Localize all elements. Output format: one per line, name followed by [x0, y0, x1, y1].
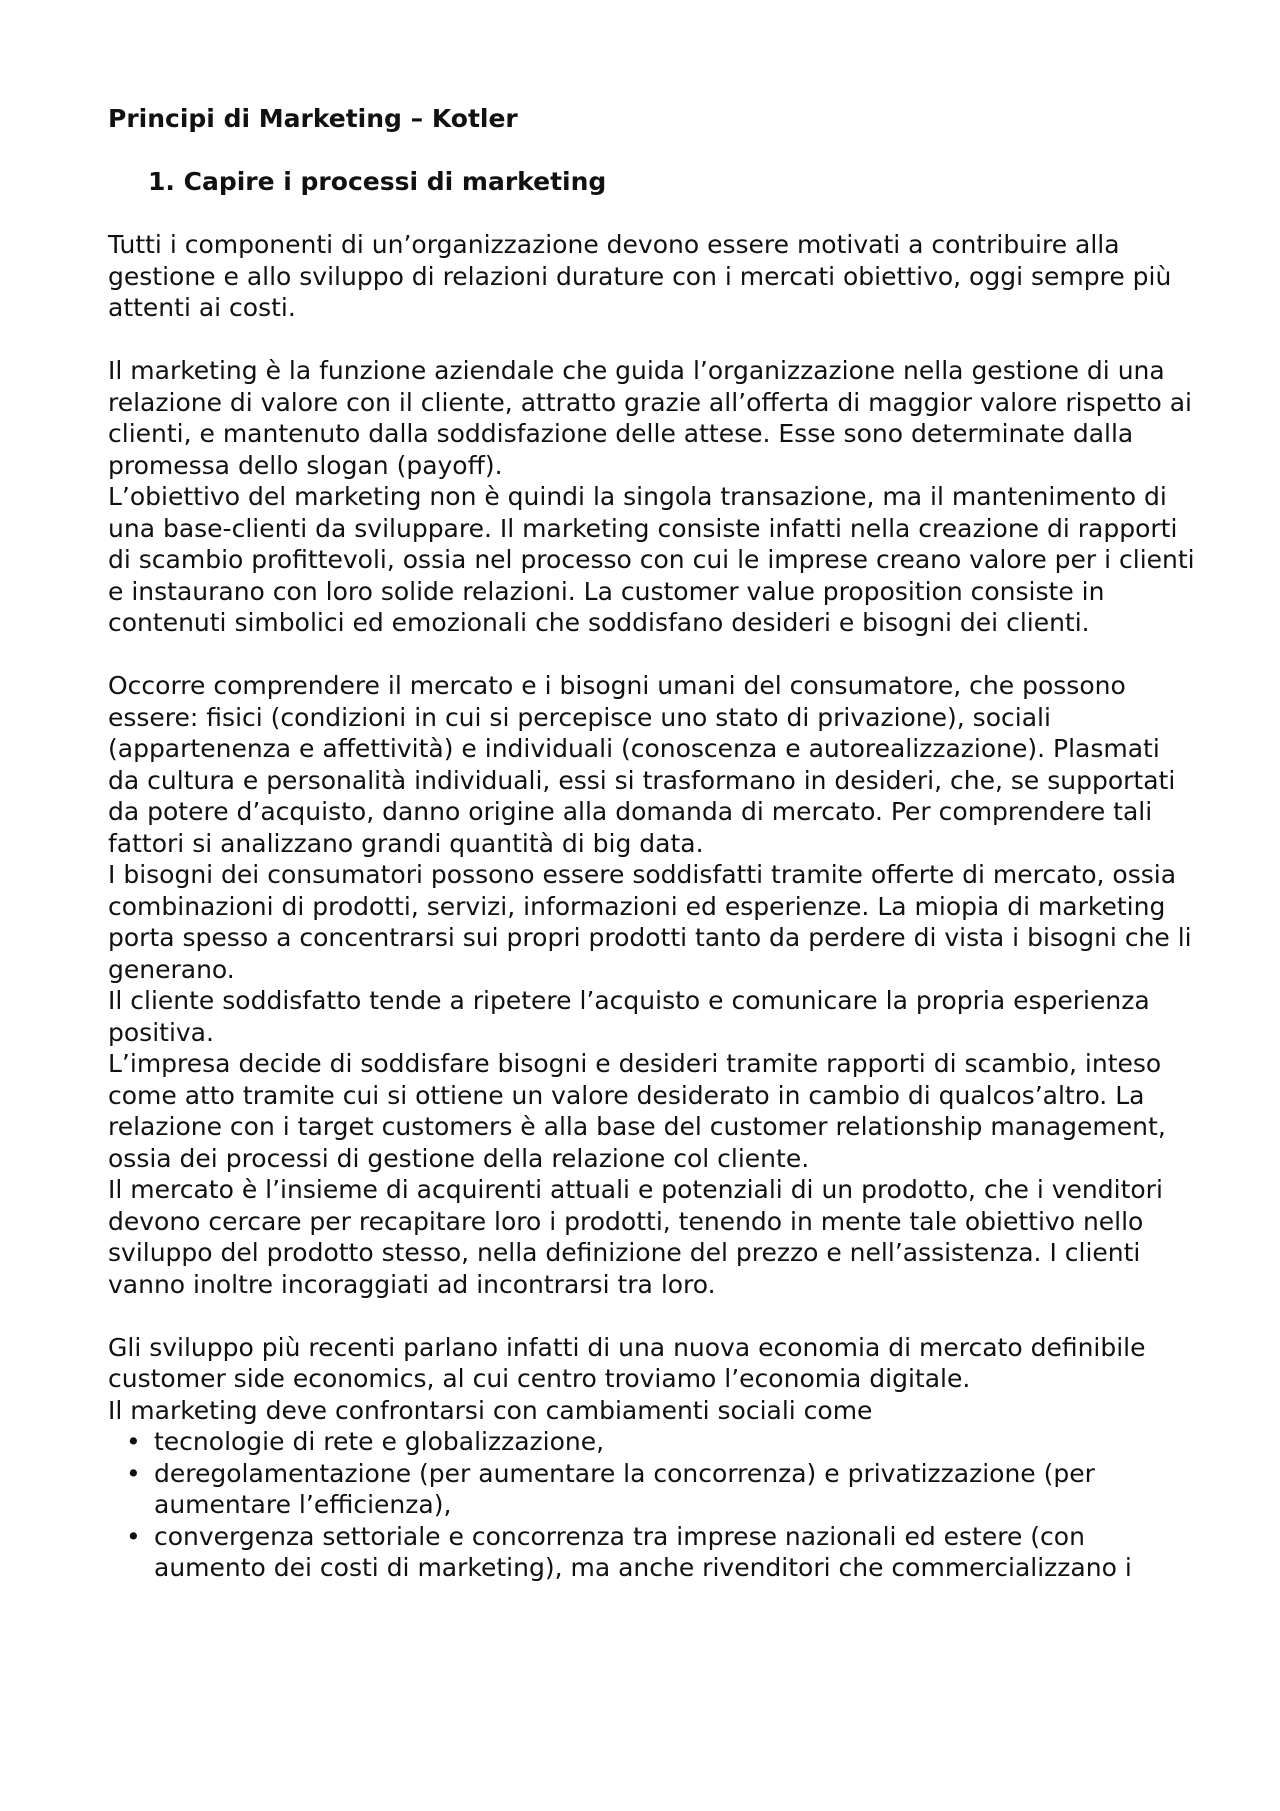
- list-item-text: tecnologie di rete e globalizzazione,: [154, 1427, 605, 1456]
- paragraph-exchange: L’impresa decide di soddisfare bisogni e desideri tramite rapporti di scambio, inteso come atto tramite cui si ottiene un valore desiderato in cambio di qualcos’altro. La relazione con i target customers è alla base del customer relationship management, ossia dei processi di gestione della relazione col cliente.: [108, 1049, 1166, 1173]
- bullet-icon: •: [126, 1521, 141, 1551]
- document-page: [108, 103, 1198, 1584]
- paragraph-offers: I bisogni dei consumatori possono essere soddisfatti tramite offerte di mercato, ossia combinazioni di prodotti, servizi, informazioni ed esperienze. La miopia di marketing porta spesso a concentrarsi sui propri prodotti tanto da perdere di vista i bisogni che li generano.: [108, 860, 1192, 984]
- paragraph-gap: [108, 639, 1198, 671]
- list-item: [126, 1458, 1198, 1521]
- bullet-icon: •: [126, 1458, 141, 1488]
- list-item: [126, 1426, 1198, 1458]
- paragraph-definition: Il marketing è la funzione aziendale che guida l’organizzazione nella gestione di una relazione di valore con il cliente, attratto grazie all’offerta di maggior valore rispetto ai clienti, e mantenuto dalla soddisfazione delle attese. Esse sono determinate dalla promessa dello slogan (payoff).: [108, 356, 1192, 480]
- paragraph-social-changes: Il marketing deve confrontarsi con cambiamenti sociali come: [108, 1395, 873, 1425]
- paragraph-satisfied-customer: Il cliente soddisfatto tende a ripetere l’acquisto e comunicare la propria esperienza positiva.: [108, 986, 1150, 1047]
- paragraph-gap: [108, 1300, 1198, 1332]
- paragraph-market: Il mercato è l’insieme di acquirenti attuali e potenziali di un prodotto, che i venditori devono cercare per recapitare loro i prodotti, tenendo in mente tale obiettivo nello sviluppo del prodotto stesso, nella definizione del prezzo e nell’assistenza. I clienti vanno inoltre incoraggiati ad incontrarsi tra loro.: [108, 1175, 1163, 1299]
- bullet-list: [108, 1426, 1198, 1584]
- bullet-icon: •: [126, 1427, 141, 1456]
- list-item: [126, 1521, 1198, 1584]
- list-item-text: convergenza settoriale e concorrenza tra imprese nazionali ed estere (con aumento dei costi di marketing), ma anche rivenditori che commercializzano i: [154, 1521, 1132, 1582]
- paragraph-needs: Occorre comprendere il mercato e i bisogni umani del consumatore, che possono essere: fisici (condizioni in cui si percepisce uno stato di privazione), sociali (appartenenza e affettività) e individuali (conoscenza e autorealizzazione). Plasmati da cultura e personalità individuali, essi si trasformano in desideri, che, se supportati da potere d’acquisto, danno origine alla domanda di mercato. Per comprendere tali fattori si analizzano grandi quantità di big data.: [108, 671, 1176, 858]
- section-heading: 1. Capire i processi di marketing: [148, 167, 607, 196]
- paragraph-intro: Tutti i componenti di un’organizzazione devono essere motivati a contribuire alla gestione e allo sviluppo di relazioni durature con i mercati obiettivo, oggi sempre più attenti ai costi.: [108, 230, 1172, 322]
- document-title: Principi di Marketing – Kotler: [108, 104, 518, 133]
- list-item-text: deregolamentazione (per aumentare la concorrenza) e privatizzazione (per aumentare l’efficienza),: [154, 1458, 1095, 1519]
- paragraph-recent-developments: Gli sviluppo più recenti parlano infatti di una nuova economia di mercato definibile customer side economics, al cui centro troviamo l’economia digitale.: [108, 1332, 1146, 1393]
- paragraph-objective: L’obiettivo del marketing non è quindi la singola transazione, ma il mantenimento di una base-clienti da sviluppare. Il marketing consiste infatti nella creazione di rapporti di scambio profittevoli, ossia nel processo con cui le imprese creano valore per i clienti e instaurano con loro solide relazioni. La customer value proposition consiste in contenuti simbolici ed emozionali che soddisfano desideri e bisogni dei clienti.: [108, 482, 1195, 637]
- paragraph-gap: [108, 324, 1198, 356]
